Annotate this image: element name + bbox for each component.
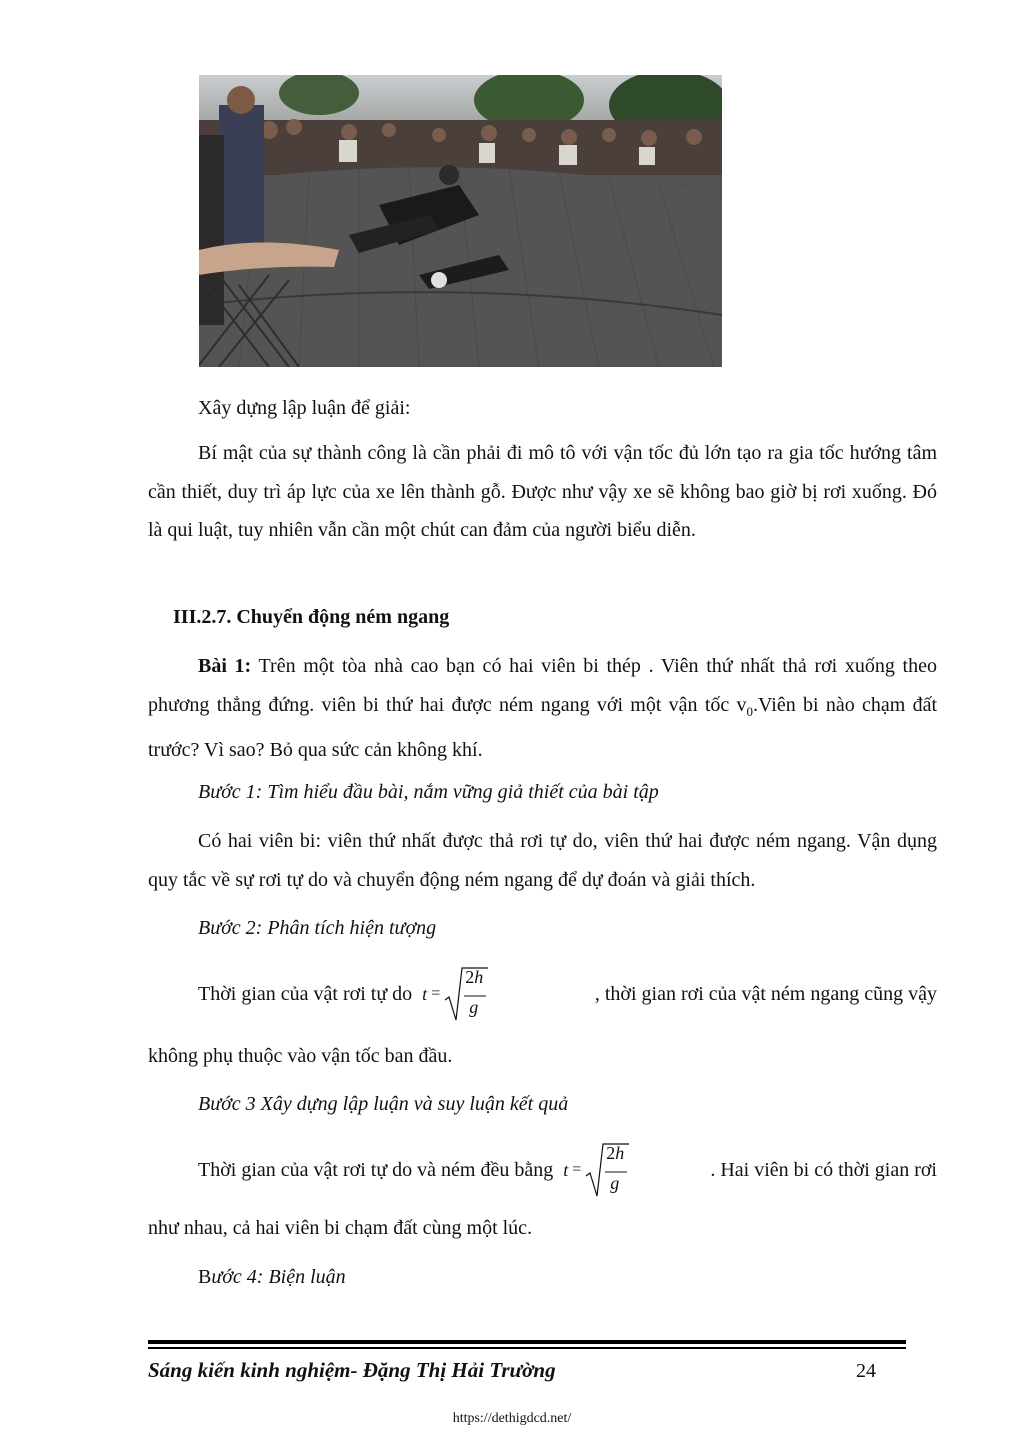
step3-title: Bước 3 Xây dựng lập luận và suy luận kết quả (198, 1093, 569, 1115)
sqrt-fraction-2 (585, 1140, 629, 1200)
exercise-label: Bài 1: (198, 655, 252, 677)
step3-line-post: . Hai viên bi có thời gian rơi (710, 1158, 937, 1181)
step1-body: Có hai viên bi: viên thứ nhất được thả rơi tự do, viên thứ hai được ném ngang. Vận dụng quy tắc về sự rơi tự do và chuyển động ném ngang để dự đoán và giải thích. (148, 830, 937, 891)
step3-formula-line (148, 1140, 937, 1200)
para-secret: Bí mật của sự thành công là cần phải đi mô tô với vận tốc đủ lớn tạo ra gia tốc hướng tâm cần thiết, duy trì áp lực của xe lên thành gỗ. Được như vậy xe sẽ không bao giờ bị rơi xuống. Đó là qui luật, tuy nhiên vẫn cần một chút can đảm của người biểu diễn. (148, 442, 937, 541)
numerator-coefficient-2: 2 (606, 1143, 616, 1163)
page-number: 24 (856, 1360, 876, 1382)
step4-rest: ước 4: Biện luận (211, 1266, 346, 1288)
motorcycle-wall-photo (199, 75, 722, 367)
footer-rule-thick (148, 1340, 906, 1344)
formula-equals: = (431, 985, 441, 1002)
footer-title: Sáng kiến kinh nghiệm- Đặng Thị Hải Trường (148, 1358, 556, 1382)
numerator-coefficient: 2 (465, 967, 475, 987)
photo-drawing (199, 75, 722, 367)
formula-numerator (465, 967, 483, 988)
sqrt-fraction (444, 964, 488, 1024)
formula-equals-2: = (572, 1161, 582, 1178)
throw-time-formula (563, 1140, 629, 1200)
step1-title: Bước 1: Tìm hiểu đầu bài, nắm vững giả thiết của bài tập (198, 781, 659, 803)
numerator-variable-2: h (615, 1143, 625, 1163)
formula-denominator: g (469, 997, 479, 1017)
formula-lhs-2: t (563, 1159, 569, 1180)
exercise-paragraph (148, 647, 937, 770)
formula-denominator-2: g (610, 1173, 620, 1193)
formula-lhs: t (422, 983, 428, 1004)
step2-line-post: , thời gian rơi của vật ném ngang cũng vậy (594, 982, 937, 1005)
free-fall-time-formula (422, 964, 488, 1024)
exercise-text-a: Trên một tòa nhà cao bạn có hai viên bi thép . Viên thứ nhất thả rơi xuống theo phương thẳng đứng. viên bi thứ hai được ném ngang với một vận tốc v (148, 655, 937, 716)
numerator-variable: h (474, 967, 484, 987)
footer-url: https://dethigdcd.net/ (452, 1411, 572, 1426)
step2-formula-line (148, 964, 937, 1024)
formula-numerator-2 (606, 1143, 624, 1164)
exercise-subscript: 0 (746, 703, 754, 719)
para-intro: Xây dựng lập luận để giải: (198, 397, 411, 419)
step2-title: Bước 2: Phân tích hiện tượng (198, 917, 437, 939)
step3-line2: như nhau, cả hai viên bi chạm đất cùng một lúc. (148, 1217, 533, 1239)
section-heading: III.2.7. Chuyển động ném ngang (173, 606, 450, 628)
step4-prefix: B (198, 1266, 212, 1288)
step2-line-pre: Thời gian của vật rơi tự do (198, 982, 413, 1005)
step2-line2: không phụ thuộc vào vận tốc ban đầu. (148, 1045, 453, 1067)
exercise-text-b: .Viên bi nào chạm đất trước? Vì sao? Bỏ qua sức cản không khí. (148, 693, 938, 761)
step4-title (198, 1265, 346, 1289)
footer-rule-thin (148, 1347, 906, 1349)
step3-line-pre: Thời gian của vật rơi tự do và ném đều bằng (198, 1158, 554, 1181)
